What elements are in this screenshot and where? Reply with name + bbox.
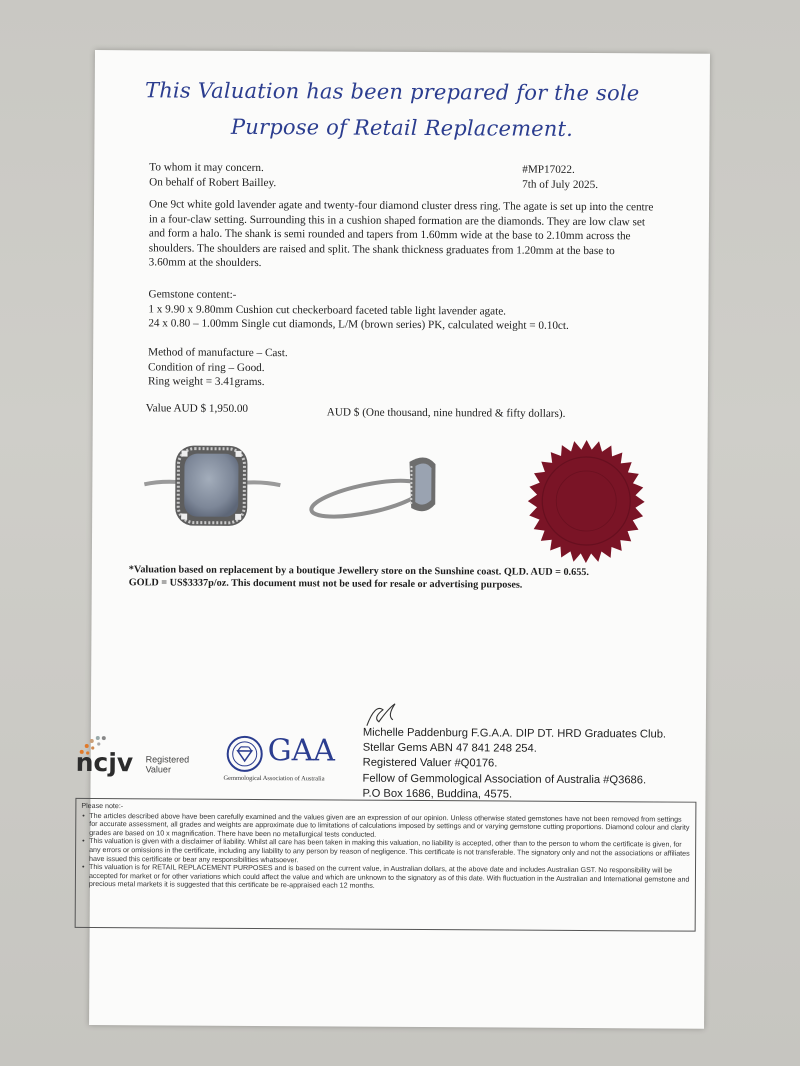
ncjv-wordmark: ncjv — [75, 747, 134, 778]
ncjv-caption — [146, 754, 190, 774]
valuation-footnote — [129, 564, 689, 592]
disclaimer-list — [81, 812, 690, 893]
title-line-1: This Valuation has been prepared for the sole — [144, 78, 640, 106]
gemstone-agate: 1 x 9.90 x 9.80mm Cushion cut checkerboard faceted table light lavender agate. — [148, 302, 507, 318]
ring-weight: Ring weight = 3.41grams. — [147, 375, 265, 389]
value-figure: Value AUD $ 1,950.00 — [145, 402, 249, 415]
condition-of-ring: Condition of ring – Good. — [148, 360, 265, 374]
gemstone-diamonds: 24 x 0.80 – 1.00mm Single cut diamonds, L/M (brown series) PK, calculated weight = 0.10ct. — [148, 317, 569, 332]
disclaimer-item: • The articles described above have been carefully examined and the values given are an expression of our opinion. Unless otherwise stated gemstones have not been removed from settings for accurate assessment, all grades and weights are approximate due to limitations of calculations imposed by settings and or varying gemstone cutting proportions. Diamond colour and clarity grades are based on 10 x magnification. There have been no metallurgical tests conducted. — [89, 812, 690, 841]
footnote-line-1: *Valuation based on replacement by a boutique Jewellery store on the Sunshine coast. QLD. AUD = 0.655. — [128, 564, 589, 579]
valuation-date: 7th of July 2025. — [522, 178, 599, 191]
on-behalf-of: On behalf of Robert Bailley. — [149, 175, 277, 189]
signatory-fellowship: Fellow of Gemmological Association of Australia #Q3686. — [362, 772, 647, 786]
title-line-2: Purpose of Retail Replacement. — [230, 114, 574, 141]
gaa-logo — [224, 735, 354, 788]
ncjv-logo — [76, 734, 206, 785]
ring-front-photo — [142, 440, 283, 536]
disclaimer-heading: Please note:- — [81, 801, 124, 811]
signatory-address: P.O Box 1686, Buddina, 4575. — [362, 787, 513, 801]
gemstone-heading: Gemstone content:- — [148, 288, 237, 301]
gaa-wordmark: GAA — [267, 733, 336, 769]
ncjv-caption-line-2: Valuer — [145, 764, 171, 775]
ring-side-photo — [307, 443, 448, 529]
ring-description: One 9ct white gold lavender agate and twenty-four diamond cluster dress ring. The agate is set up into the centre in a four-claw setting. Surrounding this in a cushion shaped formation are the diamonds. They are low claw set and form a halo. The shank is semi rounded and tapers from 1.60mm wide at the base to 2.10mm across the shoulders. The shoulders are raised and split. The shank thickness graduates from 1.20mm at the base to 3.60mm at the shoulders. — [148, 198, 654, 270]
manufacture-details — [148, 345, 288, 389]
disclaimer-item: • This valuation is given with a disclaimer of liability. Whilst all care has been taken in making this valuation, no liability is accepted, other than to the person to whom the certificate is given, for any errors or omissions in the certificate, including any liability to any person by reason of negligence. This certificate is not transferable. The signatory only and not the associations or affiliates have issued this certificate or bear any responsibilities whatsoever. — [89, 837, 690, 866]
signatory-registered-valuer: Registered Valuer #Q0176. — [362, 757, 498, 770]
reference-block — [522, 163, 598, 192]
gaa-caption: Gemmological Association of Australia — [223, 774, 325, 783]
gemstone-content — [148, 287, 668, 334]
signatory-abn: Stellar Gems ABN 47 841 248 254. — [362, 741, 537, 755]
signatory-block — [362, 726, 666, 804]
wax-seal — [520, 438, 653, 569]
gaa-emblem-icon — [226, 735, 264, 773]
disclaimer-box — [75, 798, 697, 932]
recipient-block — [149, 160, 276, 190]
disclaimer-item: • This valuation is for RETAIL REPLACEMENT PURPOSES and is based on the current value, in Australian dollars, at the above date and includes Australian GST. No responsibility will be accepted for market or for other variations which could affect the value and which are unknown to the signatory as of this date. With fluctuation in the Australian and International gemstone and precious metal markets it is suggested that this certificate be re-appraised each 12 months. — [89, 863, 690, 892]
value-in-words: AUD $ (One thousand, nine hundred & fifty dollars). — [326, 406, 566, 420]
salutation: To whom it may concern. — [149, 161, 264, 175]
signatory-name: Michelle Paddenburg F.G.A.A. DIP DT. HRD Graduates Club. — [362, 726, 667, 741]
ncjv-caption-line-1: Registered — [145, 754, 190, 765]
method-of-manufacture: Method of manufacture – Cast. — [148, 346, 288, 360]
reference-number: #MP17022. — [522, 163, 575, 176]
valuation-certificate — [75, 50, 710, 1029]
footnote-line-2: GOLD = US$3337p/oz. This document must not be used for resale or advertising purposes. — [128, 576, 523, 591]
